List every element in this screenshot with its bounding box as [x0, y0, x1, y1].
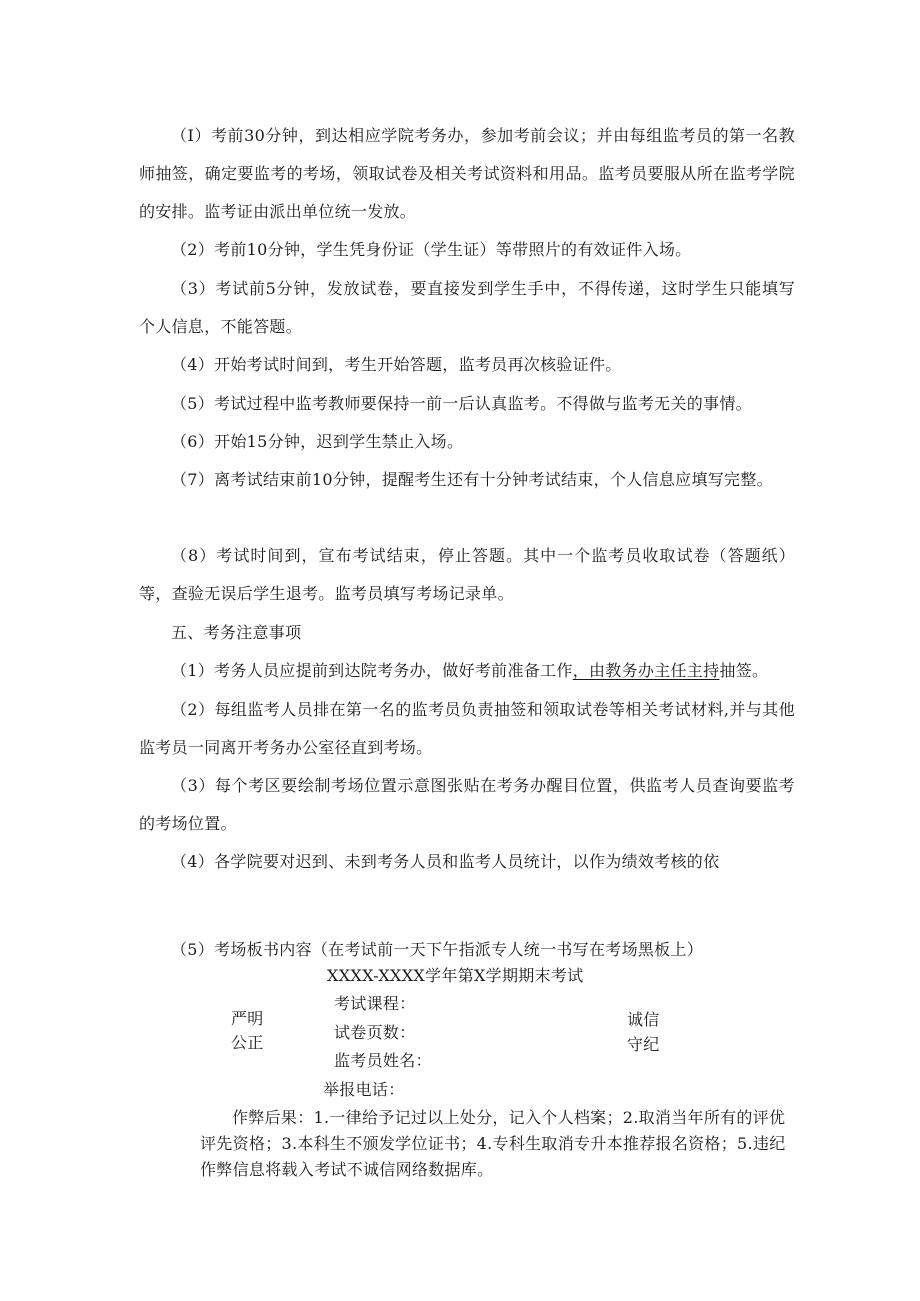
rule-4: （4）开始考试时间到，考生开始答题，监考员再次核验证件。 — [171, 355, 622, 374]
board-consequences: 作弊后果：1.一律给予记过以上处分，记入个人档案；2.取消当年所有的评优评先资格；3.本科生不颁发学位证书；4.专科生取消专升本推荐报名资格；5.违纪作弊信息将载入考试不诚信网络数据库。 — [200, 1108, 786, 1179]
rule-1: （I）考前30分钟，到达相应学院考务办，参加考前会议；并由每组监考员的第一名教师抽签，确定要监考的考场，领取试卷及相关考试资料和用品。监考员要服从所在监考学院的安排。监考证由派出单位统一发放。 — [139, 126, 795, 221]
board-title: XXXX-XXXX学年第X学期期末考试 — [327, 966, 584, 985]
rule-5: （5）考试过程中监考教师要保持一前一后认真监考。不得做与监考无关的事情。 — [171, 394, 752, 413]
board-report-phone: 举报电话： — [323, 1080, 405, 1099]
board-proctor: 监考员姓名： — [334, 1051, 432, 1070]
rule-7: （7）离考试结束前10分钟，提醒考生还有十分钟考试结束，个人信息应填写完整。 — [171, 470, 773, 489]
rule-2: （2）考前10分钟，学生凭身份证（学生证）等带照片的有效证件入场。 — [171, 240, 692, 259]
note-2: （2）每组监考人员排在第一名的监考员负责抽签和领取试卷等相关考试材料,并与其他监考员一同离开考务办公室径直到考场。 — [139, 700, 795, 757]
board-pages: 试卷页数： — [334, 1023, 416, 1042]
note-3: （3）每个考区要绘制考场位置示意图张贴在考务办醒目位置，供监考人员查询要监考的考场位置。 — [139, 776, 795, 833]
section-heading: 五、考务注意事项 — [171, 623, 302, 642]
rule-6: （6）开始15分钟，迟到学生禁止入场。 — [171, 432, 464, 451]
note-5: （5）考场板书内容（在考试前一天下午指派专人统一书写在考场黑板上） — [171, 940, 704, 959]
note-1-underlined: ，由教务办主任主持 — [572, 661, 720, 680]
rule-3: （3）考试前5分钟，发放试卷，要直接发到学生手中，不得传递，这时学生只能填写个人信息，不能答题。 — [139, 279, 795, 336]
board-course: 考试课程： — [334, 994, 416, 1013]
note-1 — [139, 652, 795, 690]
board-left-bottom: 公正 — [231, 1033, 264, 1052]
note-1-text: （1）考务人员应提前到达院考务办，做好考前准备工作 — [171, 661, 573, 680]
note-4: （4）各学院要对迟到、未到考务人员和监考人员统计，以作为绩效考核的依 — [171, 852, 720, 871]
rule-8: （8）考试时间到，宣布考试结束，停止答题。其中一个监考员收取试卷（答题纸）等，查验无误后学生退考。监考员填写考场记录单。 — [139, 546, 795, 603]
board-right-top: 诚信 — [627, 1010, 660, 1029]
note-1-tail: 抽签。 — [719, 661, 769, 680]
board-left-top: 严明 — [231, 1009, 264, 1028]
board-right-bottom: 守纪 — [627, 1035, 660, 1054]
